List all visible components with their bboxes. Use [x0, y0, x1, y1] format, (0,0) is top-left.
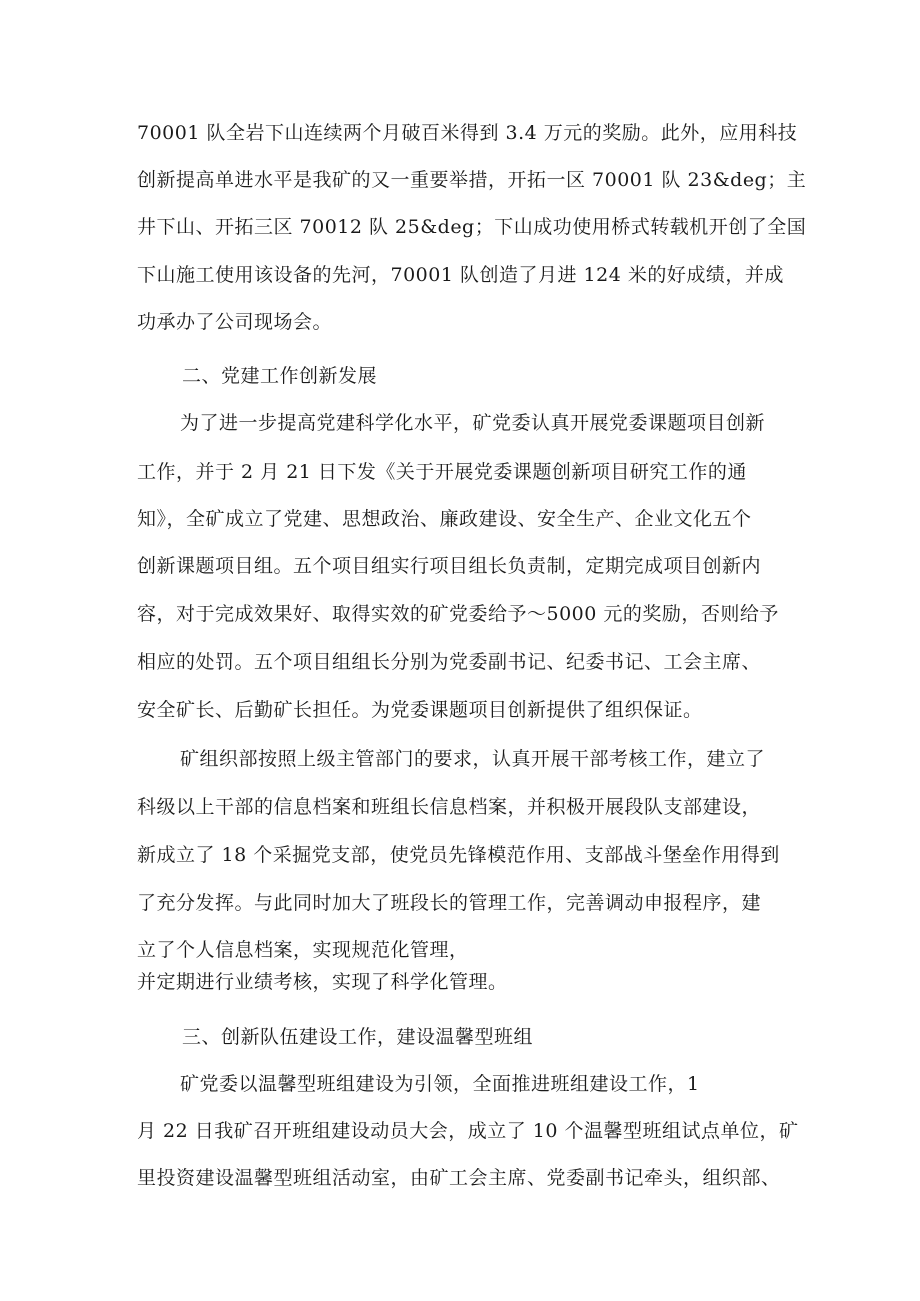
text-line: 相应的处罚。五个项目组组长分别为党委副书记、纪委书记、工会主席、 — [137, 651, 762, 673]
paragraph-first-line: 矿党委以温馨型班组建设为引领，全面推进班组建设工作，1 — [180, 1073, 700, 1095]
text-line: 创新提高单进水平是我矿的又一重要举措，开拓一区 70001 队 23&deg；主 — [137, 169, 807, 191]
section-heading: 二、党建工作创新发展 — [182, 365, 378, 387]
text-line: 容，对于完成效果好、取得实效的矿党委给予～5000 元的奖励，否则给予 — [137, 603, 779, 625]
text-line: 了充分发挥。与此同时加大了班段长的管理工作，完善调动申报程序，建 — [137, 892, 762, 914]
text-line: 70001 队全岩下山连续两个月破百米得到 3.4 万元的奖励。此外，应用科技 — [137, 122, 798, 144]
text-line: 里投资建设温馨型班组活动室，由矿工会主席、党委副书记牵头，组织部、 — [137, 1167, 781, 1189]
text-line: 新成立了 18 个采掘党支部，使党员先锋模范作用、支部战斗堡垒作用得到 — [137, 844, 780, 866]
text-line: 创新课题项目组。五个项目组实行项目组长负责制，定期完成项目创新内 — [137, 555, 762, 577]
text-line: 功承办了公司现场会。 — [137, 311, 333, 333]
paragraph-first-line: 矿组织部按照上级主管部门的要求，认真开展干部考核工作，建立了 — [180, 748, 766, 770]
text-line: 并定期进行业绩考核，实现了科学化管理。 — [137, 971, 508, 993]
text-line: 井下山、开拓三区 70012 队 25&deg；下山成功使用桥式转载机开创了全国 — [137, 216, 807, 238]
text-line: 工作，并于 2 月 21 日下发《关于开展党委课题创新项目研究工作的通 — [137, 461, 747, 483]
text-line: 科级以上干部的信息档案和班组长信息档案，并积极开展段队支部建设， — [137, 796, 762, 818]
paragraph-first-line: 为了进一步提高党建科学化水平，矿党委认真开展党委课题项目创新 — [180, 412, 766, 434]
section-heading: 三、创新队伍建设工作，建设温馨型班组 — [182, 1026, 534, 1048]
text-line: 下山施工使用该设备的先河，70001 队创造了月进 124 米的好成绩，并成 — [137, 264, 784, 286]
text-line: 安全矿长、后勤矿长担任。为党委课题项目创新提供了组织保证。 — [137, 699, 703, 721]
text-line: 立了个人信息档案，实现规范化管理， — [137, 939, 469, 961]
text-line: 月 22 日我矿召开班组建设动员大会，成立了 10 个温馨型班组试点单位，矿 — [137, 1120, 799, 1142]
text-line: 知》，全矿成立了党建、思想政治、廉政建设、安全生产、企业文化五个 — [137, 508, 752, 530]
